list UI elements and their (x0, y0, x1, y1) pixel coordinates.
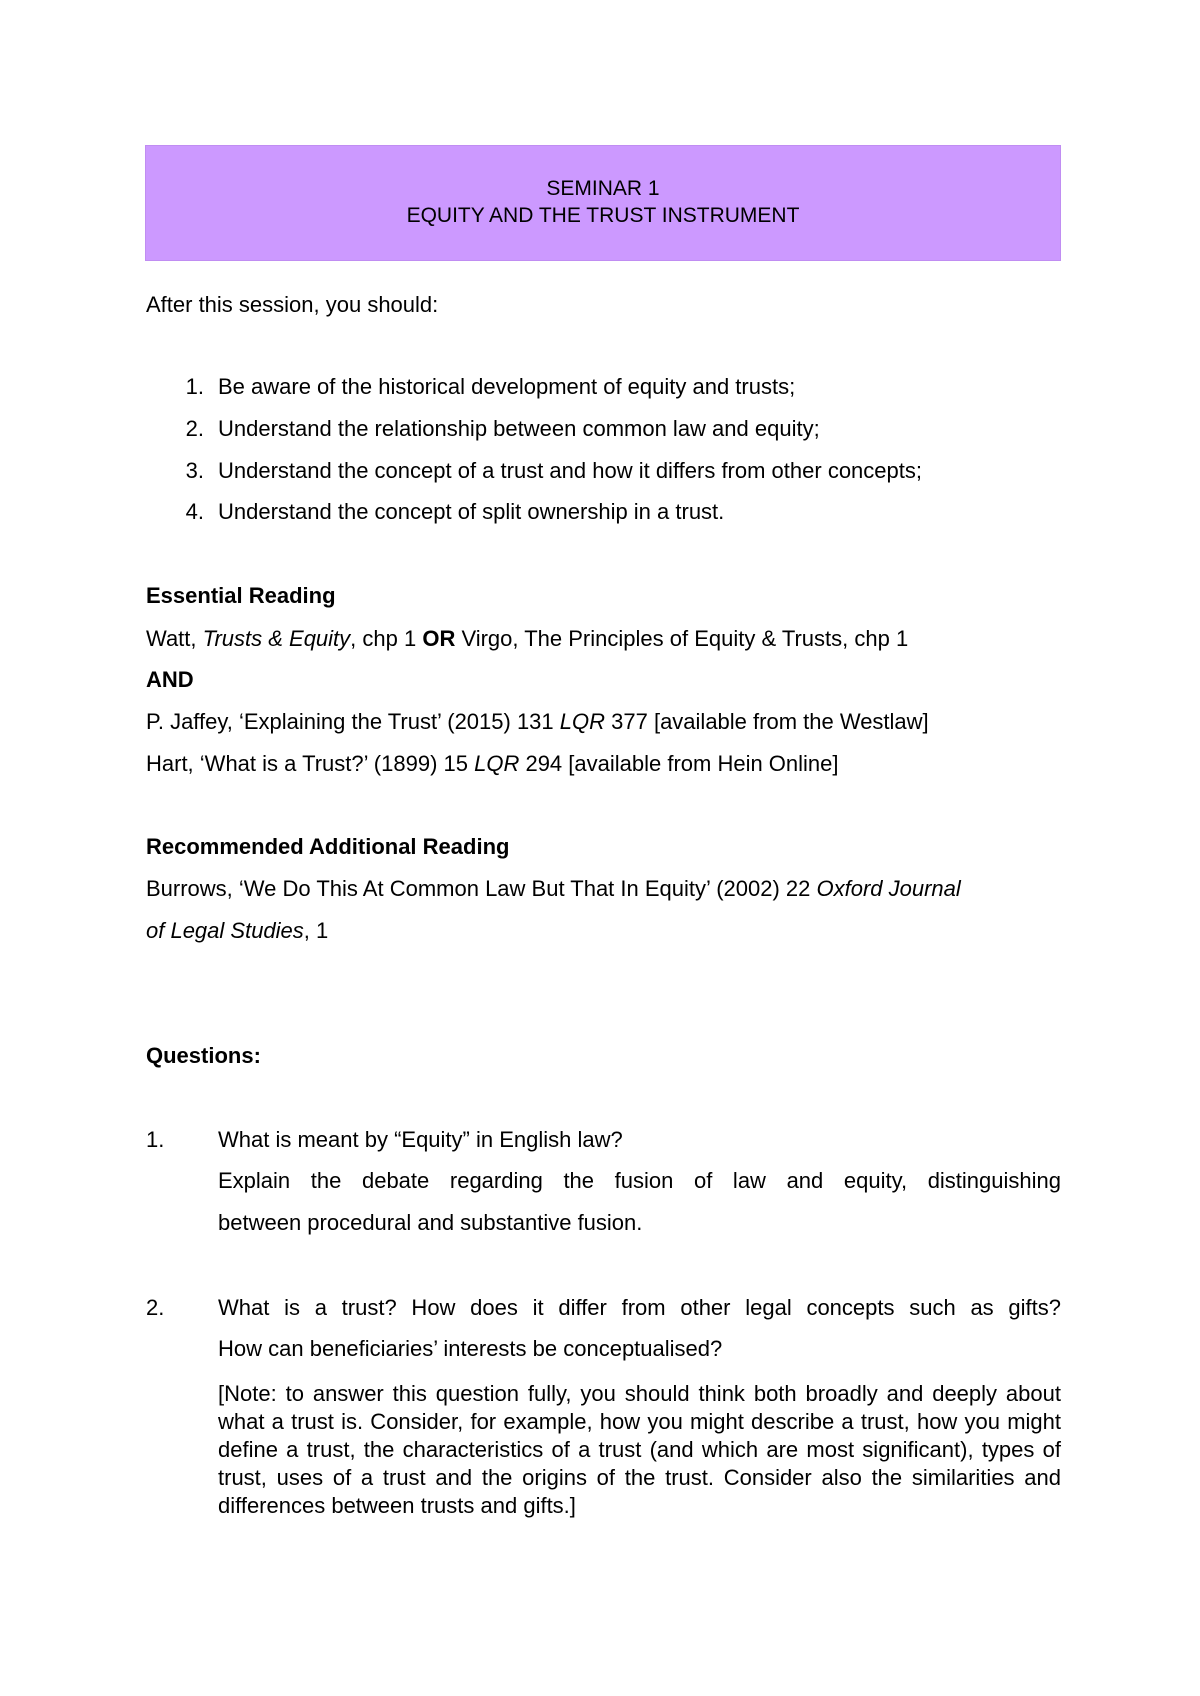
essential-reading-watt-virgo (146, 626, 908, 652)
question-text: How can beneficiaries’ interests be conceptualised? (218, 1336, 723, 1361)
seminar-number: SEMINAR 1 (546, 177, 660, 200)
objective-text: Be aware of the historical development of equity and trusts; (218, 374, 796, 399)
burrows-journal: Oxford Journal (816, 876, 961, 901)
question-text: What is a trust? How does it differ from other legal concepts such as gifts? (218, 1295, 1061, 1320)
seminar-title-box (145, 145, 1061, 261)
recommended-reading-burrows-cont (146, 918, 328, 944)
objective-number: 3. (185, 458, 204, 483)
questions-heading: Questions: (146, 1043, 261, 1068)
seminar-title: EQUITY AND THE TRUST INSTRUMENT (406, 204, 800, 227)
jaffey-availability: 377 [available from the Westlaw] (605, 709, 929, 734)
objective-text: Understand the concept of a trust and how it differs from other concepts; (218, 458, 922, 483)
objective-text: Understand the concept of split ownership in a trust. (218, 499, 725, 524)
question-text: between procedural and substantive fusion. (218, 1210, 643, 1235)
virgo-reference: Virgo, The Principles of Equity & Trusts, chp 1 (455, 626, 909, 651)
burrows-journal-cont: of Legal Studies (146, 918, 304, 943)
objective-number: 2. (185, 416, 204, 441)
jaffey-citation: P. Jaffey, ‘Explaining the Trust’ (2015) 131 (146, 709, 560, 734)
hart-availability: 294 [available from Hein Online] (519, 751, 839, 776)
objective-number: 4. (185, 499, 204, 524)
question-note: [Note: to answer this question fully, you should think both broadly and deeply about what a trust is. Consider, for example, how you might describe a trust, how you might define a trust, the characteristics of a trust (and which are most significant), types of trust, uses of a trust and the origins of the trust. Consider also the similarities and differences between trusts and gifts.] (218, 1381, 1061, 1518)
question-number: 2. (146, 1295, 165, 1320)
watt-chapter: , chp 1 (350, 626, 423, 651)
intro-text: After this session, you should: (146, 292, 439, 317)
burrows-citation: Burrows, ‘We Do This At Common Law But That In Equity’ (2002) 22 (146, 876, 817, 901)
jaffey-journal: LQR (559, 709, 606, 734)
essential-reading-heading: Essential Reading (146, 583, 336, 608)
and-conjunction: AND (146, 667, 194, 692)
question-text: Explain the debate regarding the fusion of law and equity, distinguishing (218, 1168, 1061, 1193)
recommended-reading-heading: Recommended Additional Reading (146, 834, 510, 859)
hart-journal: LQR (474, 751, 520, 776)
burrows-page: , 1 (303, 918, 329, 943)
question-number: 1. (146, 1127, 165, 1152)
hart-citation: Hart, ‘What is a Trust?’ (1899) 15 (146, 751, 475, 776)
watt-title: Trusts & Equity (202, 626, 351, 651)
watt-author: Watt, (146, 626, 203, 651)
objective-number: 1. (185, 374, 204, 399)
or-conjunction: OR (422, 626, 456, 651)
question-text: What is meant by “Equity” in English law? (218, 1127, 623, 1152)
recommended-reading-burrows (146, 876, 1061, 902)
essential-reading-hart (146, 751, 839, 777)
objective-text: Understand the relationship between common law and equity; (218, 416, 820, 441)
essential-reading-jaffey (146, 709, 929, 735)
